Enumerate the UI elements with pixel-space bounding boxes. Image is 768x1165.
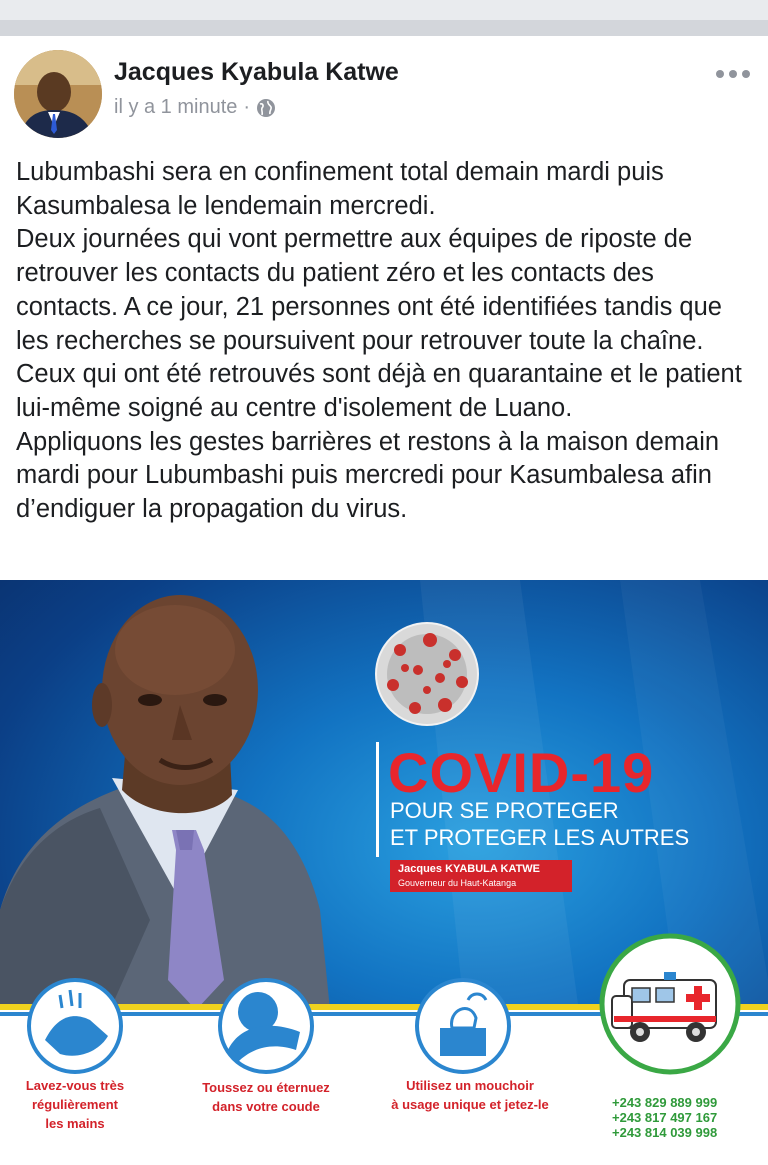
- avatar-image: [14, 50, 102, 138]
- headline-divider: [376, 742, 379, 857]
- phone-number: +243 814 039 998: [612, 1125, 718, 1140]
- poster-headline: COVID-19: [388, 741, 655, 804]
- post-paragraph: Deux journées qui vont permettre aux équipes de riposte de retrouver les contacts du patient zéro et les contacts des contacts. A ce jour, 21 personnes ont été identifiées tandis que les recherches se poursuivent pour retrouver toute la chaîne. Ceux qui ont été retrouvés sont déjà en quarantaine et le patient lui-même soigné au centre d'isolement de Luano.: [16, 225, 742, 422]
- poster-slogan-line2: ET PROTEGER LES AUTRES: [390, 825, 690, 850]
- feed-top-strip: [0, 0, 768, 36]
- dot: [742, 70, 750, 78]
- tip-line: Utilisez un mouchoir: [406, 1078, 534, 1093]
- post-text: [16, 156, 752, 527]
- author-name[interactable]: Jacques Kyabula Katwe: [114, 58, 399, 86]
- globe-icon[interactable]: [256, 98, 276, 118]
- tip-line: dans votre coude: [212, 1099, 320, 1114]
- governor-badge: [390, 860, 572, 892]
- post-time[interactable]: il y a 1 minute: [114, 96, 238, 118]
- post-meta: [114, 96, 276, 119]
- tip-line: Lavez-vous très: [25, 1078, 125, 1093]
- tip-caption-cough-elbow: [196, 1078, 336, 1116]
- post-paragraph: Appliquons les gestes barrières et restons à la maison demain mardi pour Lubumbashi puis mercredi pour Kasumbalesa afin d’endiguer la propagation du virus.: [16, 427, 720, 524]
- phone-number: +243 829 889 999: [612, 1095, 718, 1110]
- badge-name: Jacques KYABULA KATWE: [398, 863, 541, 875]
- more-options-icon[interactable]: [716, 70, 750, 78]
- tip-line: les mains: [45, 1116, 105, 1131]
- tip-caption-hand-washing: [20, 1076, 130, 1133]
- feed-divider: [0, 20, 768, 36]
- tip-line: régulièrement: [32, 1097, 118, 1112]
- tip-line: Toussez ou éternuez: [202, 1080, 330, 1095]
- poster-slogan-line1: POUR SE PROTEGER: [390, 798, 619, 823]
- phone-number: +243 817 497 167: [612, 1110, 718, 1125]
- tip-line: à usage unique et jetez-le: [391, 1097, 549, 1112]
- post-paragraph: Lubumbashi sera en confinement total demain mardi puis Kasumbalesa le lendemain mercredi.: [16, 158, 664, 220]
- author-avatar[interactable]: [14, 50, 102, 138]
- badge-title: Gouverneur du Haut-Katanga: [398, 878, 517, 888]
- dot: [729, 70, 737, 78]
- tip-caption-tissue: [380, 1076, 560, 1114]
- dot: [716, 70, 724, 78]
- meta-separator: ·: [243, 96, 251, 118]
- emergency-phone-numbers: [612, 1095, 717, 1140]
